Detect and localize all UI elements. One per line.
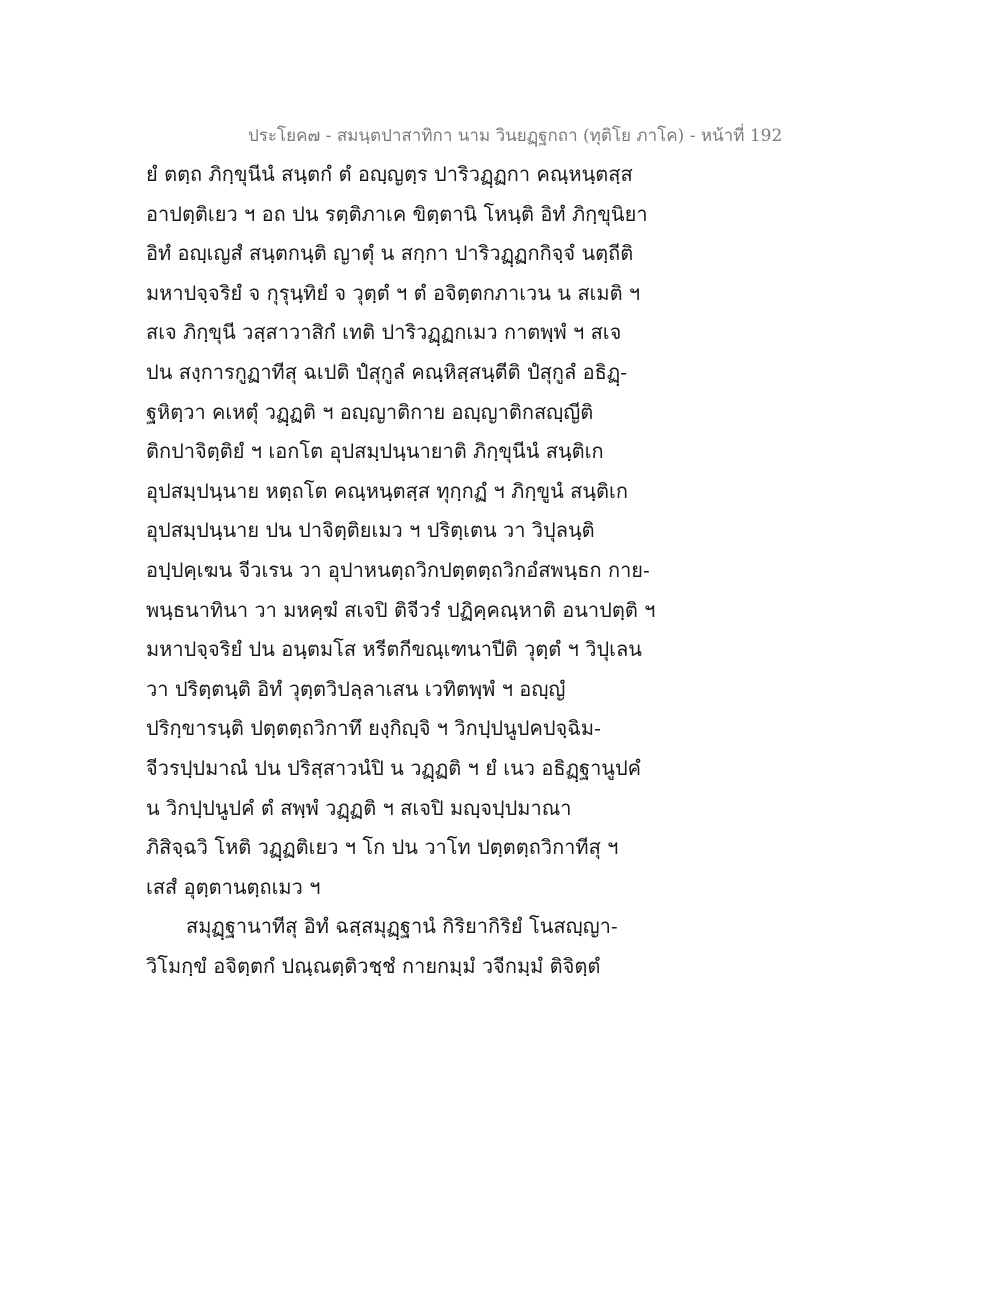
text-line: ปน สงฺการกูฏาทีสุ ฉเปติ ปํสุกูลํ คณฺหิสฺสนฺตีติ ปํสุกูลํ อธิฏฺ- (146, 359, 627, 384)
text-line: ปริกฺขารนฺติ ปตฺตตฺถวิกาทึ ยงฺกิญฺจิ ฯ วิกปฺปนูปคปจฺฉิม- (146, 716, 601, 741)
text-line: มหาปจฺจริยํ จ กุรุนฺทิยํ จ วุตฺตํ ฯ ตํ อจิตฺตกภาเวน น สเมติ ฯ (146, 280, 641, 305)
text-line: เสสํ อุตฺตานตฺถเมว ฯ (146, 874, 321, 899)
text-line: ภิสิจฺฉวิ โหติ วฏฺฏติเยว ฯ โก ปน วาโท ปตฺตตฺถวิกาทีสุ ฯ (146, 835, 619, 860)
text-line: อิทํ อญฺเญสํ สนฺตกนฺติ ญาตุํ น สกฺกา ปาริวฏฺฏกกิจฺจํ นตฺถีติ (146, 241, 634, 266)
body-text (146, 155, 686, 986)
text-line: อุปสมฺปนฺนาย ปน ปาจิตฺติยเมว ฯ ปริตฺเตน วา วิปุลนฺติ (146, 518, 595, 543)
running-header: ประโยค๗ - สมนฺตปาสาทิกา นาม วินยฏฺฐกถา (ทุติโย ภาโค) - หน้าที่ 192 (248, 126, 783, 146)
text-line: จีวรปฺปมาณํ ปน ปริสฺสาวนํปิ น วฏฺฏติ ฯ ยํ เนว อธิฏฺฐานูปคํ (146, 755, 642, 780)
text-line: อปฺปคฺเฆน จีวเรน วา อุปาหนตฺถวิกปตฺตตฺถวิกอํสพนฺธก กาย- (146, 557, 650, 582)
text-line: สเจ ภิกฺขุนี วสฺสาวาสิกํ เทติ ปาริวฏฺฏกเมว กาตพฺพํ ฯ สเจ (146, 320, 622, 345)
text-line: วิโมกฺขํ อจิตฺตกํ ปณฺณตฺติวชฺชํ กายกมฺมํ วจีกมฺมํ ติจิตฺตํ (146, 953, 601, 978)
text-line: อุปสมฺปนฺนาย หตฺถโต คณฺหนฺตสฺส ทุกฺกฏํ ฯ ภิกฺขูนํ สนฺติเก (146, 478, 628, 503)
text-line: ติกปาจิตฺติยํ ฯ เอกโต อุปสมฺปนฺนายาติ ภิกฺขุนีนํ สนฺติเก (146, 439, 604, 464)
text-line: อาปตฺติเยว ฯ อถ ปน รตฺติภาเค ขิตฺตานิ โหนฺติ อิทํ ภิกฺขุนิยา (146, 201, 648, 226)
text-line: ยํ ตตฺถ ภิกฺขุนีนํ สนฺตกํ ตํ อญฺญตฺร ปาริวฏฺฏกา คณฺหนฺตสฺส (146, 162, 633, 186)
text-line: มหาปจฺจริยํ ปน อนฺตมโส หรีตกีขณฺเฑนาปีติ วุตฺตํ ฯ วิปุเลน (146, 637, 642, 662)
text-line: พนฺธนาทินา วา มหคฺฆํ สเจปิ ติจีวรํ ปฏิคฺคณฺหาติ อนาปตฺติ ฯ (146, 597, 656, 622)
text-line: ฐหิตฺวา คเหตุํ วฏฺฏติ ฯ อญฺญาติกาย อญฺญาติกสญฺญีติ (146, 399, 594, 424)
text-line: วา ปริตฺตนฺติ อิทํ วุตฺตวิปลฺลาเสน เวทิตพฺพํ ฯ อญฺญํ (146, 676, 566, 701)
text-line: น วิกปฺปนูปคํ ตํ สพฺพํ วฏฺฏติ ฯ สเจปิ มญฺจปฺปมาณา (146, 795, 572, 820)
paragraph-start-line: สมุฏฺฐานาทีสุ อิทํ ฉสฺสมุฏฺฐานํ กิริยากิริยํ โนสญฺญา- (186, 914, 618, 939)
